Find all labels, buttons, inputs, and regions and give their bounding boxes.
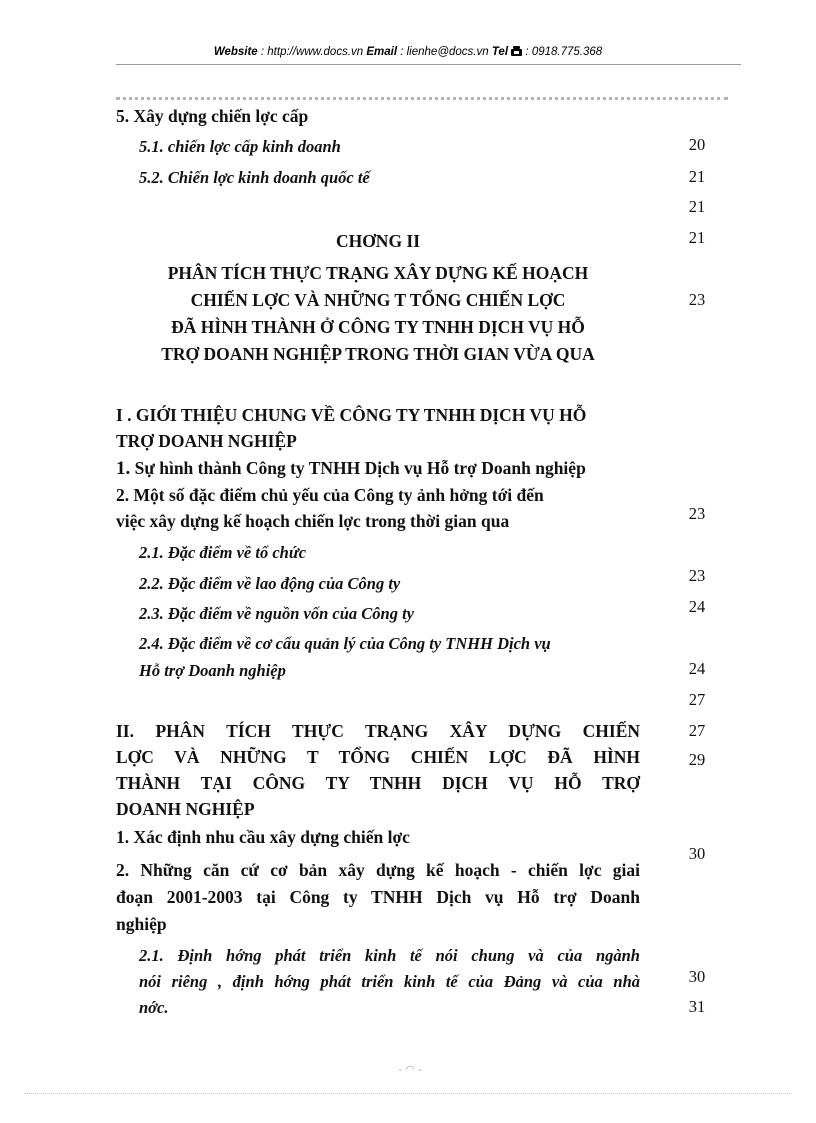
toc-entry-5-2: 5.2. Chiến lợc kinh doanh quốc tế bbox=[139, 168, 370, 187]
toc-entry-ii-2-line-2: đoạn 2001-2003 tại Công ty TNHH Dịch vụ Hỗ trợ Doanh bbox=[116, 887, 640, 907]
toc-entry-ii-2-1-line-1: 2.1. Định hớng phát triển kinh tế nói chung và của ngành bbox=[139, 946, 640, 965]
toc-part-2-line-2: LỢC VÀ NHỮNG T TỔNG CHIẾN LỢC ĐÃ HÌNH bbox=[116, 747, 640, 767]
toc-part-2-line-3: THÀNH TẠI CÔNG TY TNHH DỊCH VỤ HỖ TRỢ bbox=[116, 773, 640, 793]
toc-entry-ii-1: 1. Xác định nhu cầu xây dựng chiến lợc bbox=[116, 827, 410, 847]
phone-icon bbox=[511, 46, 522, 59]
toc-entry-i-1 bbox=[116, 456, 586, 481]
toc-part-1-line-1: I . GIỚI THIỆU CHUNG VỀ CÔNG TY TNHH DỊCH VỤ HỖ bbox=[116, 405, 587, 425]
toc-entry-ii-2-1-line-3: nớc. bbox=[139, 998, 169, 1017]
header-divider bbox=[116, 64, 741, 65]
toc-entry-ii-2-1-line-2: nói riêng , định hớng phát triển kinh tế của Đảng và của nhà bbox=[139, 972, 640, 991]
chapter-title-line-1: PHÂN TÍCH THỰC TRẠNG XÂY DỰNG KẾ HOẠCH bbox=[167, 263, 589, 283]
dotted-divider bbox=[116, 97, 728, 100]
page-number: 23 bbox=[688, 504, 706, 523]
toc-entry-ii-2-line-3: nghiệp bbox=[116, 914, 167, 934]
tel-label: Tel bbox=[491, 46, 509, 58]
toc-entry-text: Sự hình thành Công ty TNHH Dịch vụ Hỗ trợ Doanh nghiệp bbox=[134, 458, 586, 478]
toc-part-2-line-4: DOANH NGHIỆP bbox=[116, 799, 255, 819]
toc-entry-ii-2-line-1: 2. Những căn cứ cơ bản xây dựng kế hoạch - chiến lợc giai bbox=[116, 860, 640, 880]
chapter-title-line-2: CHIẾN LỢC VÀ NHỮNG T TỔNG CHIẾN LỢC bbox=[190, 290, 566, 310]
page-number: 21 bbox=[688, 228, 706, 247]
toc-entry-i-2-4-line-2: Hỗ trợ Doanh nghiệp bbox=[139, 661, 286, 680]
page-number: 30 bbox=[688, 844, 706, 863]
tel-value: : 0918.775.368 bbox=[522, 46, 603, 58]
page-number: 29 bbox=[688, 750, 706, 769]
toc-entry-5-1: 5.1. chiến lợc cấp kinh doanh bbox=[139, 137, 341, 156]
chapter-title-line-4: TRỢ DOANH NGHIỆP TRONG THỜI GIAN VỪA QUA bbox=[161, 344, 595, 364]
page-number: 24 bbox=[688, 659, 706, 678]
page-number: 23 bbox=[688, 566, 706, 585]
page-number: 27 bbox=[688, 690, 706, 709]
toc-entry-i-2-2: 2.2. Đặc điểm về lao động của Công ty bbox=[139, 574, 401, 593]
email-value[interactable]: : lienhe@docs.vn bbox=[397, 46, 492, 58]
toc-entry-i-2-1: 2.1. Đặc điểm về tổ chức bbox=[139, 543, 307, 562]
toc-entry-5: 5. Xây dựng chiến lợc cấp bbox=[116, 106, 309, 126]
toc-part-1-line-2: TRỢ DOANH NGHIỆP bbox=[116, 431, 297, 451]
chapter-heading: CHƠNG II bbox=[335, 231, 421, 251]
page-number: 20 bbox=[688, 135, 706, 154]
page-header bbox=[0, 46, 816, 59]
page-footer-mark: - ◠ - bbox=[398, 1064, 422, 1076]
chapter-title-line-3: ĐÃ HÌNH THÀNH Ở CÔNG TY TNHH DỊCH VỤ HỖ bbox=[171, 317, 585, 337]
page-number: 24 bbox=[688, 597, 706, 616]
toc-entry-i-2-4-line-1: 2.4. Đặc điểm về cơ cấu quản lý của Công ty TNHH Dịch vụ bbox=[139, 634, 551, 653]
bottom-dotted-border bbox=[24, 1093, 792, 1094]
email-label: Email bbox=[366, 46, 398, 58]
page-number: 23 bbox=[688, 290, 706, 309]
toc-entry-i-2-3: 2.3. Đặc điểm về nguồn vốn của Công ty bbox=[139, 604, 414, 623]
page-number: 21 bbox=[688, 167, 706, 186]
toc-entry-number: 1. bbox=[116, 458, 131, 479]
page-number: 21 bbox=[688, 197, 706, 216]
website-label: Website bbox=[213, 46, 258, 58]
toc-entry-i-2-line-2: việc xây dựng kế hoạch chiến lợc trong thời gian qua bbox=[116, 511, 510, 531]
page-number: 31 bbox=[688, 997, 706, 1016]
toc-entry-i-2-line-1: 2. Một số đặc điểm chủ yếu của Công ty ảnh hởng tới đến bbox=[116, 485, 544, 505]
toc-part-2-line-1: II. PHÂN TÍCH THỰC TRẠNG XÂY DỰNG CHIẾN bbox=[116, 721, 640, 741]
page-number: 30 bbox=[688, 967, 706, 986]
website-value[interactable]: : http://www.docs.vn bbox=[257, 46, 367, 58]
page-number: 27 bbox=[688, 721, 706, 740]
